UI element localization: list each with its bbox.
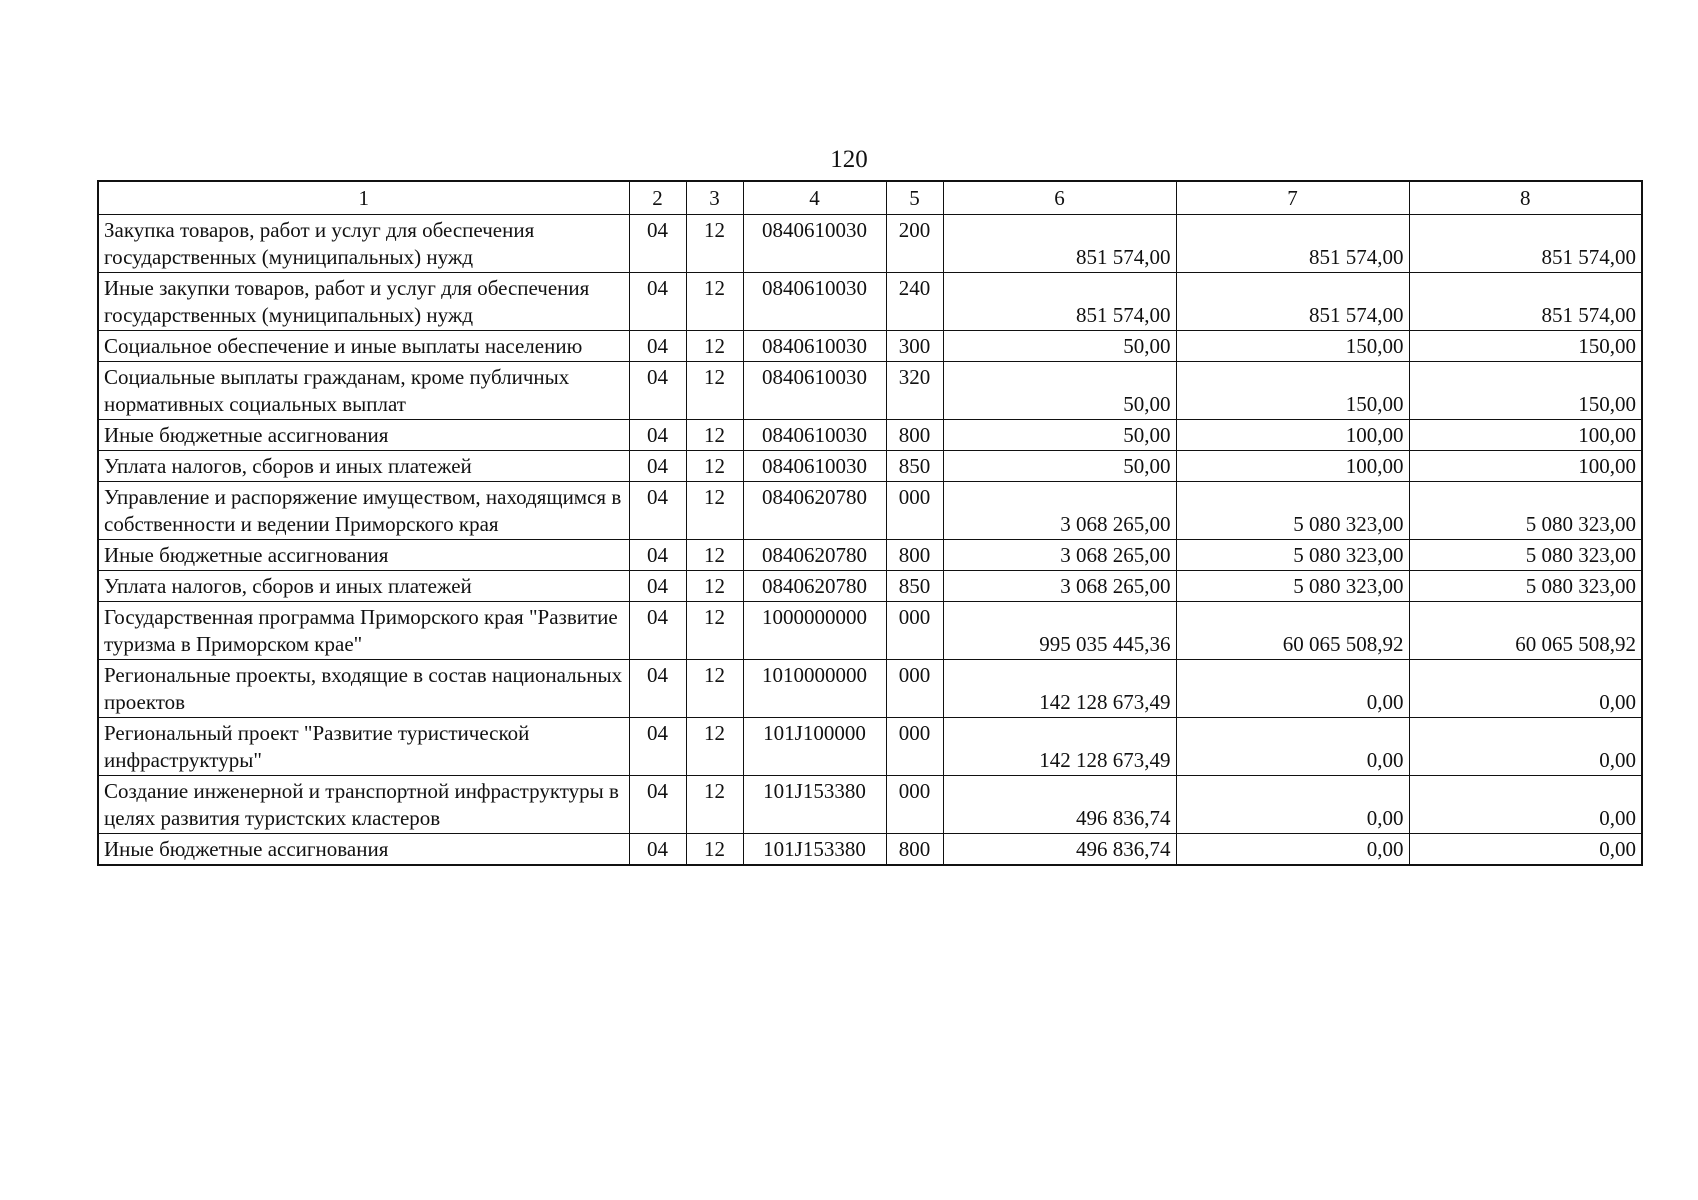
amount-column-7-cell: 0,00 — [1176, 660, 1409, 718]
amount-column-7-cell: 0,00 — [1176, 776, 1409, 834]
table-row — [98, 362, 1642, 420]
amount-column-6-cell: 3 068 265,00 — [943, 571, 1176, 602]
amount-column-7-cell: 5 080 323,00 — [1176, 571, 1409, 602]
amount-column-6-cell: 851 574,00 — [943, 273, 1176, 331]
amount-column-8-cell: 0,00 — [1409, 718, 1642, 776]
column-header-2: 2 — [629, 181, 686, 215]
table-row — [98, 420, 1642, 451]
budget-table — [97, 180, 1643, 866]
amount-column-6-cell: 50,00 — [943, 362, 1176, 420]
amount-column-6-cell: 142 128 673,49 — [943, 718, 1176, 776]
amount-column-6-cell: 50,00 — [943, 331, 1176, 362]
expense-type-cell: 000 — [886, 482, 943, 540]
column-header-3: 3 — [686, 181, 743, 215]
subsection-code-cell: 12 — [686, 331, 743, 362]
expense-name-cell: Закупка товаров, работ и услуг для обеспечения государственных (муниципальных) нужд — [98, 215, 629, 273]
section-code-cell: 04 — [629, 451, 686, 482]
table-row — [98, 834, 1642, 866]
amount-column-7-cell: 100,00 — [1176, 451, 1409, 482]
target-article-cell: 0840610030 — [743, 331, 886, 362]
column-header-8: 8 — [1409, 181, 1642, 215]
amount-column-8-cell: 5 080 323,00 — [1409, 540, 1642, 571]
expense-type-cell: 800 — [886, 834, 943, 866]
amount-column-6-cell: 3 068 265,00 — [943, 482, 1176, 540]
subsection-code-cell: 12 — [686, 602, 743, 660]
amount-column-8-cell: 0,00 — [1409, 834, 1642, 866]
target-article-cell: 0840610030 — [743, 362, 886, 420]
amount-column-6-cell: 851 574,00 — [943, 215, 1176, 273]
target-article-cell: 101J153380 — [743, 776, 886, 834]
amount-column-8-cell: 0,00 — [1409, 660, 1642, 718]
section-code-cell: 04 — [629, 273, 686, 331]
expense-name-cell: Уплата налогов, сборов и иных платежей — [98, 451, 629, 482]
target-article-cell: 1010000000 — [743, 660, 886, 718]
expense-name-cell: Иные бюджетные ассигнования — [98, 834, 629, 866]
amount-column-7-cell: 851 574,00 — [1176, 273, 1409, 331]
amount-column-7-cell: 150,00 — [1176, 362, 1409, 420]
table-row — [98, 215, 1642, 273]
subsection-code-cell: 12 — [686, 718, 743, 776]
expense-type-cell: 200 — [886, 215, 943, 273]
amount-column-8-cell: 60 065 508,92 — [1409, 602, 1642, 660]
expense-type-cell: 850 — [886, 571, 943, 602]
amount-column-8-cell: 851 574,00 — [1409, 215, 1642, 273]
amount-column-7-cell: 100,00 — [1176, 420, 1409, 451]
section-code-cell: 04 — [629, 834, 686, 866]
target-article-cell: 1000000000 — [743, 602, 886, 660]
amount-column-6-cell: 50,00 — [943, 420, 1176, 451]
table-row — [98, 451, 1642, 482]
table-row — [98, 602, 1642, 660]
subsection-code-cell: 12 — [686, 215, 743, 273]
amount-column-6-cell: 496 836,74 — [943, 776, 1176, 834]
section-code-cell: 04 — [629, 331, 686, 362]
amount-column-8-cell: 0,00 — [1409, 776, 1642, 834]
subsection-code-cell: 12 — [686, 451, 743, 482]
amount-column-6-cell: 50,00 — [943, 451, 1176, 482]
subsection-code-cell: 12 — [686, 482, 743, 540]
section-code-cell: 04 — [629, 660, 686, 718]
amount-column-8-cell: 100,00 — [1409, 420, 1642, 451]
expense-name-cell: Уплата налогов, сборов и иных платежей — [98, 571, 629, 602]
table-row — [98, 718, 1642, 776]
target-article-cell: 0840610030 — [743, 215, 886, 273]
table-row — [98, 571, 1642, 602]
expense-name-cell: Региональные проекты, входящие в состав национальных проектов — [98, 660, 629, 718]
expense-type-cell: 240 — [886, 273, 943, 331]
subsection-code-cell: 12 — [686, 362, 743, 420]
expense-type-cell: 000 — [886, 776, 943, 834]
table-body — [98, 215, 1642, 866]
expense-name-cell: Государственная программа Приморского края "Развитие туризма в Приморском крае" — [98, 602, 629, 660]
section-code-cell: 04 — [629, 776, 686, 834]
expense-type-cell: 850 — [886, 451, 943, 482]
amount-column-8-cell: 851 574,00 — [1409, 273, 1642, 331]
target-article-cell: 0840610030 — [743, 420, 886, 451]
column-header-4: 4 — [743, 181, 886, 215]
amount-column-6-cell: 142 128 673,49 — [943, 660, 1176, 718]
section-code-cell: 04 — [629, 215, 686, 273]
section-code-cell: 04 — [629, 420, 686, 451]
subsection-code-cell: 12 — [686, 571, 743, 602]
amount-column-8-cell: 150,00 — [1409, 331, 1642, 362]
column-header-6: 6 — [943, 181, 1176, 215]
table-row — [98, 776, 1642, 834]
target-article-cell: 0840620780 — [743, 540, 886, 571]
column-header-1: 1 — [98, 181, 629, 215]
table-row — [98, 331, 1642, 362]
expense-name-cell: Социальное обеспечение и иные выплаты населению — [98, 331, 629, 362]
section-code-cell: 04 — [629, 540, 686, 571]
subsection-code-cell: 12 — [686, 540, 743, 571]
section-code-cell: 04 — [629, 602, 686, 660]
target-article-cell: 0840610030 — [743, 273, 886, 331]
subsection-code-cell: 12 — [686, 776, 743, 834]
amount-column-7-cell: 0,00 — [1176, 834, 1409, 866]
page-number: 120 — [830, 146, 868, 173]
section-code-cell: 04 — [629, 362, 686, 420]
table-row — [98, 660, 1642, 718]
table-row — [98, 273, 1642, 331]
expense-type-cell: 000 — [886, 660, 943, 718]
expense-name-cell: Социальные выплаты гражданам, кроме публичных нормативных социальных выплат — [98, 362, 629, 420]
subsection-code-cell: 12 — [686, 660, 743, 718]
section-code-cell: 04 — [629, 571, 686, 602]
target-article-cell: 101J100000 — [743, 718, 886, 776]
amount-column-7-cell: 851 574,00 — [1176, 215, 1409, 273]
amount-column-7-cell: 60 065 508,92 — [1176, 602, 1409, 660]
target-article-cell: 0840620780 — [743, 482, 886, 540]
amount-column-6-cell: 995 035 445,36 — [943, 602, 1176, 660]
section-code-cell: 04 — [629, 718, 686, 776]
subsection-code-cell: 12 — [686, 273, 743, 331]
expense-type-cell: 800 — [886, 420, 943, 451]
amount-column-8-cell: 100,00 — [1409, 451, 1642, 482]
expense-type-cell: 300 — [886, 331, 943, 362]
expense-type-cell: 000 — [886, 602, 943, 660]
target-article-cell: 0840620780 — [743, 571, 886, 602]
target-article-cell: 101J153380 — [743, 834, 886, 866]
expense-name-cell: Иные бюджетные ассигнования — [98, 420, 629, 451]
expense-name-cell: Иные бюджетные ассигнования — [98, 540, 629, 571]
amount-column-8-cell: 5 080 323,00 — [1409, 482, 1642, 540]
expense-name-cell: Иные закупки товаров, работ и услуг для обеспечения государственных (муниципальных) нужд — [98, 273, 629, 331]
amount-column-6-cell: 3 068 265,00 — [943, 540, 1176, 571]
table-header-row — [98, 181, 1642, 215]
expense-name-cell: Создание инженерной и транспортной инфраструктуры в целях развития туристских кластеров — [98, 776, 629, 834]
amount-column-8-cell: 5 080 323,00 — [1409, 571, 1642, 602]
subsection-code-cell: 12 — [686, 834, 743, 866]
amount-column-6-cell: 496 836,74 — [943, 834, 1176, 866]
expense-name-cell: Управление и распоряжение имуществом, находящимся в собственности и ведении Приморского края — [98, 482, 629, 540]
expense-type-cell: 320 — [886, 362, 943, 420]
amount-column-8-cell: 150,00 — [1409, 362, 1642, 420]
column-header-5: 5 — [886, 181, 943, 215]
expense-type-cell: 800 — [886, 540, 943, 571]
column-header-7: 7 — [1176, 181, 1409, 215]
section-code-cell: 04 — [629, 482, 686, 540]
table-row — [98, 540, 1642, 571]
table-row — [98, 482, 1642, 540]
amount-column-7-cell: 150,00 — [1176, 331, 1409, 362]
expense-type-cell: 000 — [886, 718, 943, 776]
subsection-code-cell: 12 — [686, 420, 743, 451]
amount-column-7-cell: 5 080 323,00 — [1176, 540, 1409, 571]
amount-column-7-cell: 5 080 323,00 — [1176, 482, 1409, 540]
amount-column-7-cell: 0,00 — [1176, 718, 1409, 776]
target-article-cell: 0840610030 — [743, 451, 886, 482]
expense-name-cell: Региональный проект "Развитие туристической инфраструктуры" — [98, 718, 629, 776]
